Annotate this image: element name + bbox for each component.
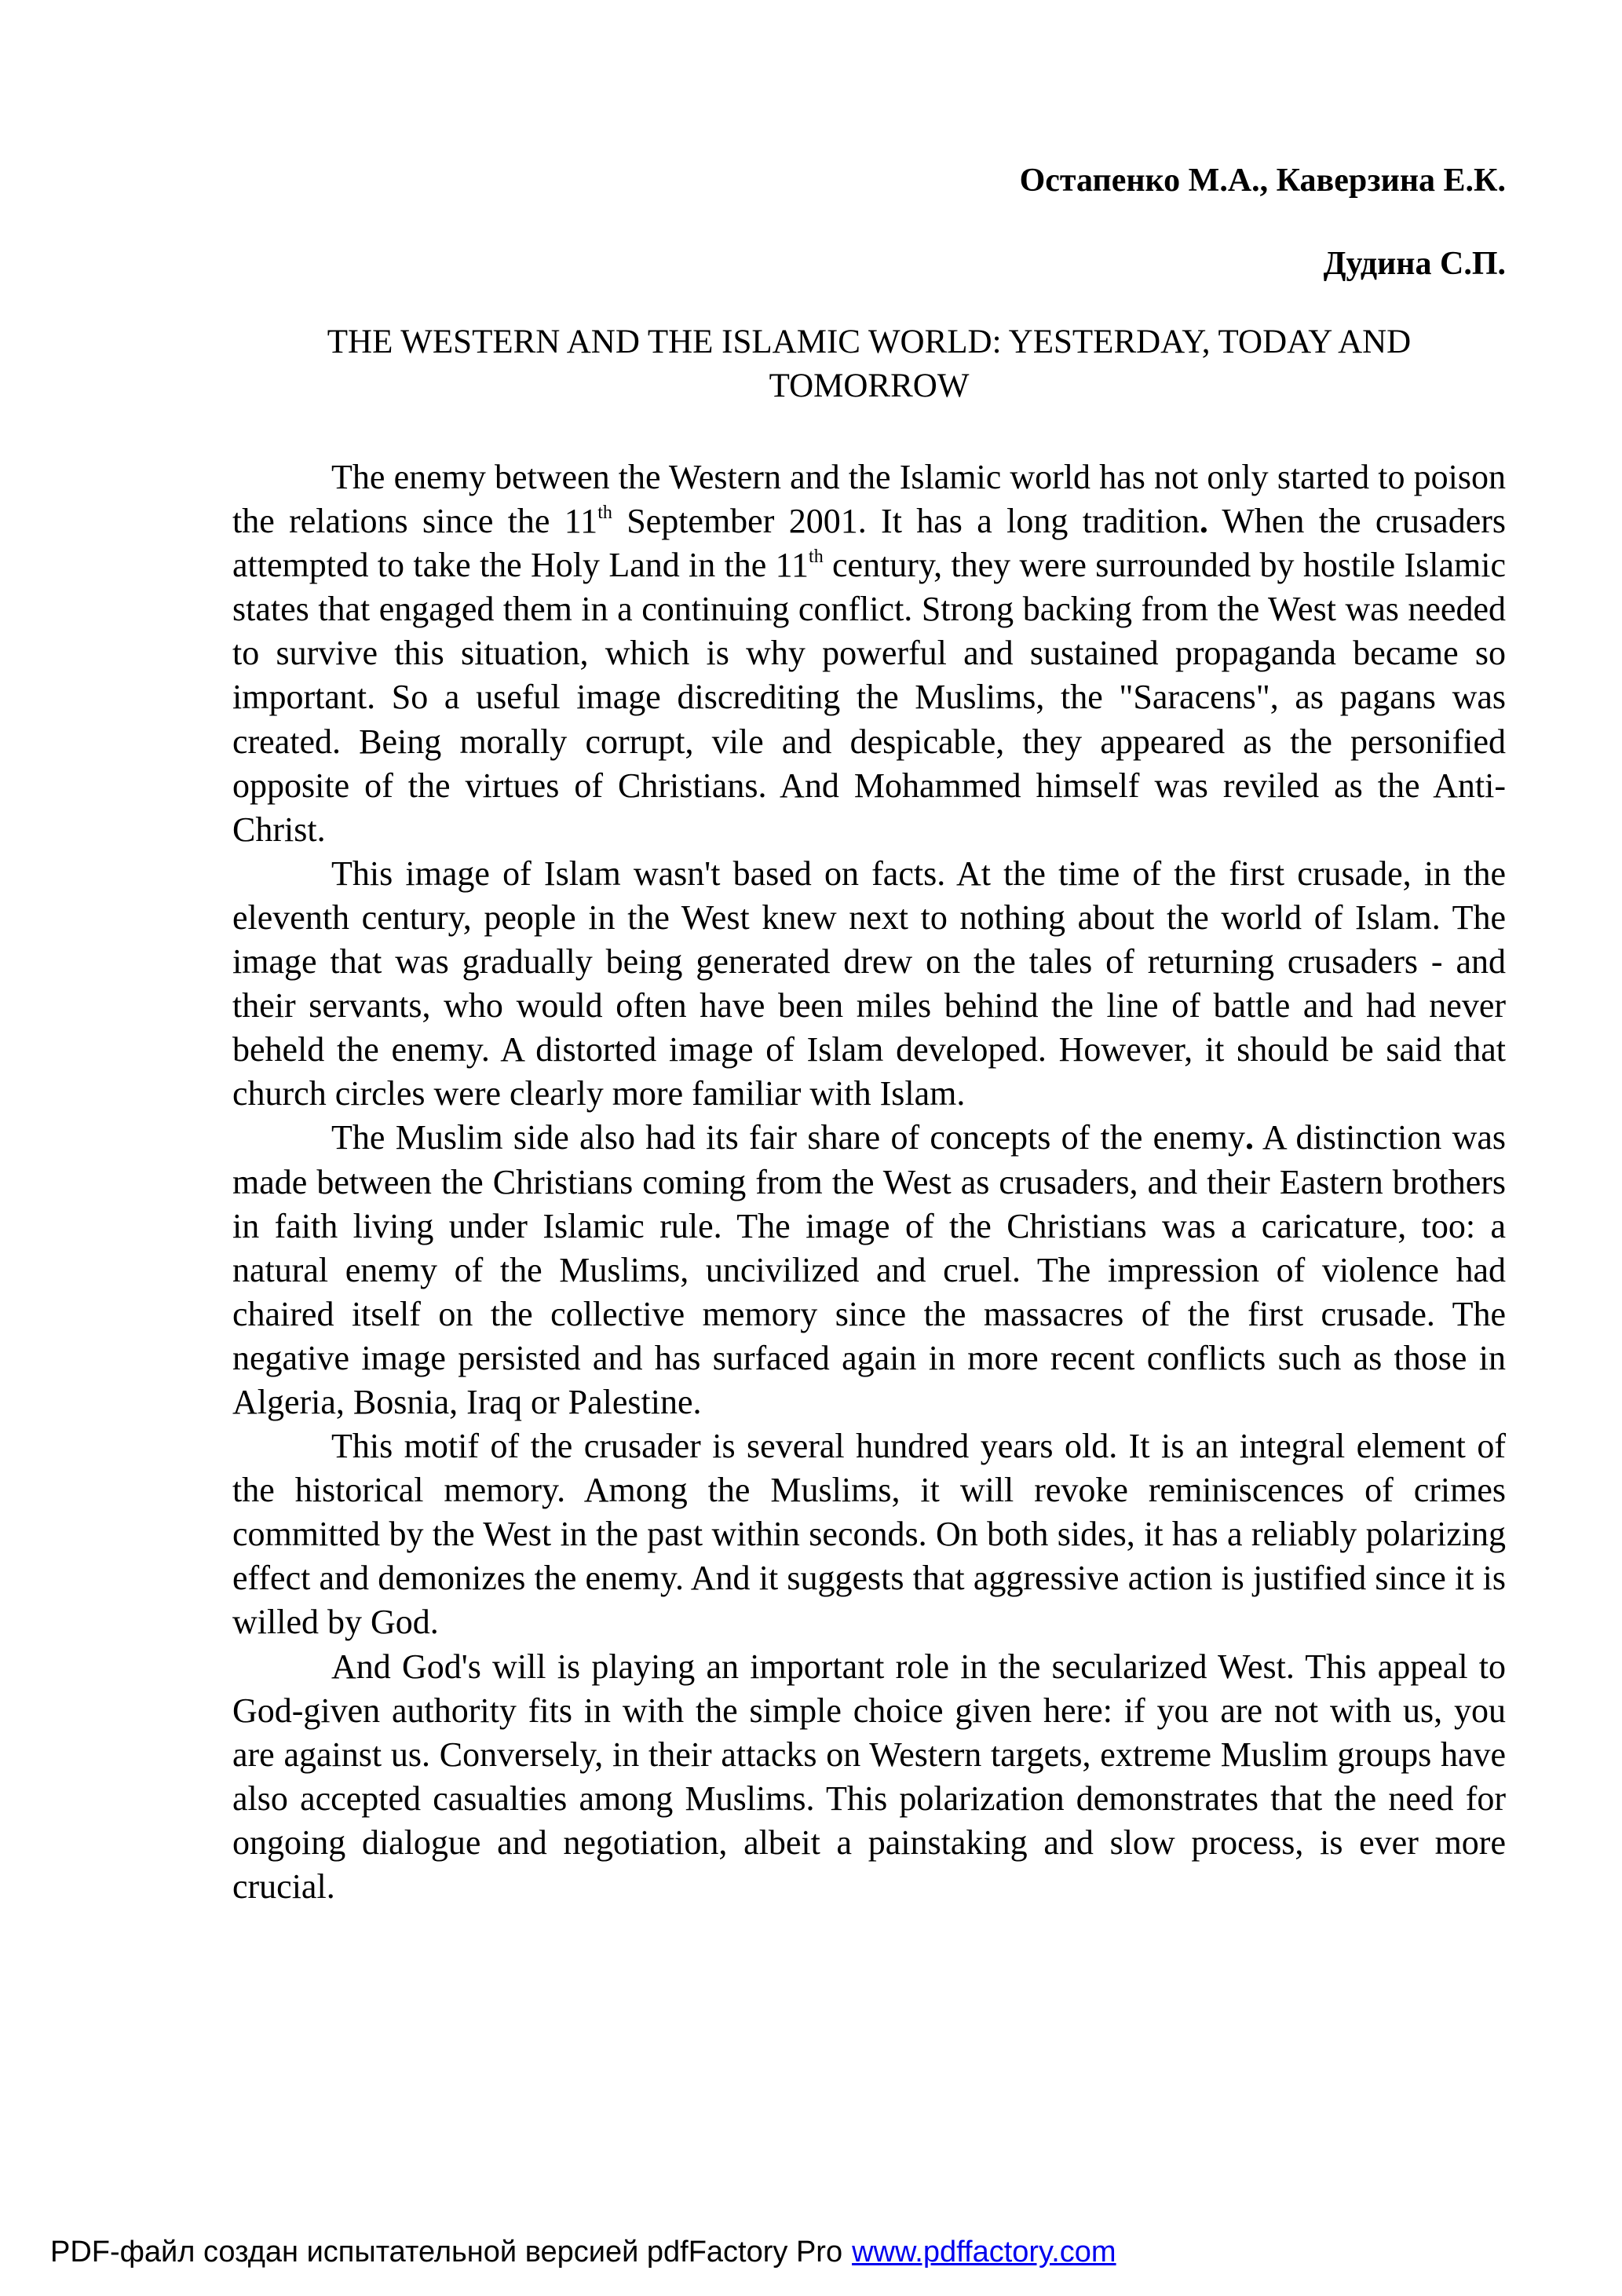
paragraph-1-text-c: When the crusaders attempted to take the Holy Land in the 11	[232, 502, 1507, 585]
bold-period-1: .	[1199, 502, 1208, 541]
authors-line-1: Остапенко М.А., Каверзина Е.К.	[1019, 163, 1506, 199]
paragraph-2: This image of Islam wasn't based on facts. At the time of the first crusade, in the eleventh century, people in the West knew next to nothing about the world of Islam. The image that was gradually being generated drew on the tales of returning crusaders - and their servants, who would often have been miles behind the line of battle and had never beheld the enemy. A distorted image of Islam developed. However, it should be said that church circles were clearly more familiar with Islam.	[232, 854, 1506, 1113]
superscript-th-1: th	[597, 503, 612, 524]
footer-text: PDF-файл создан испытательной версией pdfFactory Pro	[50, 2236, 843, 2269]
paragraph-4: This motif of the crusader is several hundred years old. It is an integral element of the historical memory. Among the Muslims, it will revoke reminiscences of crimes committed by the West in the past within seconds. On both sides, it has a reliably polarizing effect and demonizes the enemy. And it suggests that aggressive action is justified since it is willed by God.	[232, 1427, 1506, 1642]
paragraph-1-text-d: century, they were surrounded by hostile Islamic states that engaged them in a continuing conflict. Strong backing from the West was needed to survive this situation, which is why powerful and sustained propaganda became so important. So a useful image discrediting the Muslims, the "Saracens", as pagans was created. Being morally corrupt, vile and despicable, they appeared as the personified opposite of the virtues of Christians. And Mohammed himself was reviled as the Anti-Christ.	[232, 546, 1507, 849]
bold-period-3: .	[1244, 1118, 1254, 1157]
pdf-watermark-footer	[50, 2235, 1116, 2269]
paragraph-3-text-b: A distinction was made between the Christians coming from the West as crusaders, and their Eastern brothers in faith living under Islamic rule. The image of the Christians was a caricature, too: a natural enemy of the Muslims, uncivilized and cruel. The impression of violence had chaired itself on the collective memory since the massacres of the first crusade. The negative image persisted and has surfaced again in more recent conflicts such as those in Algeria, Bosnia, Iraq or Palestine.	[232, 1118, 1506, 1421]
pdffactory-link[interactable]: www.pdffactory.com	[852, 2236, 1116, 2269]
authors-line-2: Дудина С.П.	[1323, 246, 1506, 282]
paragraph-5: And God's will is playing an important role in the secularized West. This appeal to God-given authority fits in with the simple choice given here: if you are not with us, you are against us. Conversely, in their attacks on Western targets, extreme Muslim groups have also accepted casualties among Muslims. This polarization demonstrates that the need for ongoing dialogue and negotiation, albeit a painstaking and slow process, is ever more crucial.	[232, 1647, 1506, 1906]
paragraph-3-text-a: The Muslim side also had its fair share of concepts of the enemy	[331, 1118, 1245, 1157]
paragraph-1	[232, 455, 1506, 852]
paragraph-3	[232, 1116, 1506, 1424]
article-body	[232, 455, 1506, 1909]
paragraph-1-text-b: September 2001. It has a long tradition	[612, 502, 1200, 541]
paragraph-1-text-a: The enemy between the Western and the Islamic world has not only started to poison the relations since the 11	[232, 458, 1506, 541]
article-title: THE WESTERN AND THE ISLAMIC WORLD: YESTERDAY, TODAY AND TOMORROW	[327, 324, 1412, 404]
superscript-th-2: th	[809, 547, 824, 568]
